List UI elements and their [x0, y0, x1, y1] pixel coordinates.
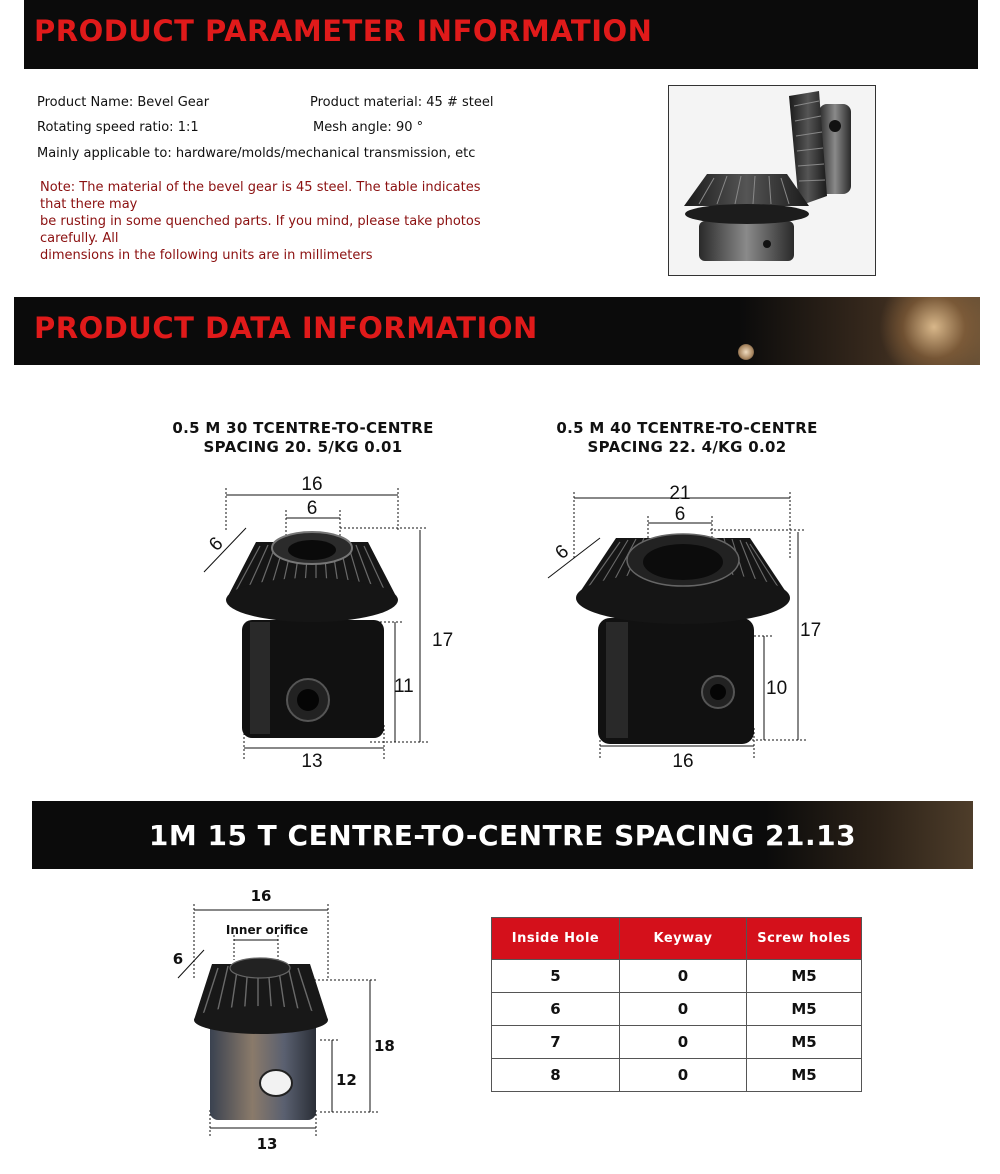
meshed-gears-image — [669, 86, 876, 276]
note-line: be rusting in some quenched parts. If you mind, please take photos — [40, 214, 481, 229]
gear-a-hole-dia: 6 — [306, 498, 318, 519]
product-material: Product material: 45 # steel — [310, 95, 494, 110]
gear-a-title-line1: 0.5 M 30 TCENTRE-TO-CENTRE — [172, 419, 434, 437]
table-row — [492, 960, 862, 993]
rust-note — [40, 179, 530, 264]
gear-a-face-width: 6 — [205, 533, 228, 556]
gear-b-hub-dia: 16 — [672, 751, 694, 772]
cell-inside-hole: 7 — [492, 1026, 620, 1059]
gear-c-hub-height: 12 — [336, 1071, 357, 1089]
cell-inside-hole: 5 — [492, 960, 620, 993]
table-row — [492, 1059, 862, 1092]
header-keyway: Keyway — [620, 918, 747, 960]
gear-a-hub-height: 11 — [394, 676, 414, 697]
banner-glow — [738, 344, 754, 360]
data-title: PRODUCT DATA INFORMATION — [34, 311, 538, 345]
gear-a-diagram — [190, 470, 460, 775]
gear-c-inner-orifice: Inner orifice — [225, 923, 309, 937]
gear-a-height: 17 — [432, 630, 454, 651]
gear-b-face-width: 6 — [551, 540, 574, 564]
gear-b-diagram — [540, 478, 840, 775]
cell-screw-holes: M5 — [747, 960, 862, 993]
gear-c-diagram — [160, 880, 410, 1170]
note-line: dimensions in the following units are in millimeters — [40, 248, 373, 263]
gear-b-title-line1: 0.5 M 40 TCENTRE-TO-CENTRE — [556, 419, 818, 437]
spacing-title: 1M 15 T CENTRE-TO-CENTRE SPACING 21.13 — [148, 819, 857, 852]
gear-a-outer-dia: 16 — [301, 474, 323, 495]
note-line: that there may — [40, 197, 138, 212]
cell-keyway: 0 — [620, 1026, 747, 1059]
cell-inside-hole: 8 — [492, 1059, 620, 1092]
gear-b-height: 17 — [800, 620, 822, 641]
gear-c-height: 18 — [374, 1037, 395, 1055]
applicable-uses: Mainly applicable to: hardware/molds/mechanical transmission, etc — [37, 146, 476, 161]
cell-screw-holes: M5 — [747, 1026, 862, 1059]
data-banner — [14, 297, 980, 365]
gear-b-title — [530, 419, 844, 457]
parameter-title: PRODUCT PARAMETER INFORMATION — [34, 14, 653, 48]
header-inside-hole: Inside Hole — [492, 918, 620, 960]
header-screw-holes: Screw holes — [747, 918, 862, 960]
gear-b-outer-dia: 21 — [669, 483, 691, 504]
note-line: Note: The material of the bevel gear is 45 steel. The table indicates — [40, 180, 481, 195]
banner-glow — [874, 297, 980, 365]
gear-a-title-line2: SPACING 20. 5/KG 0.01 — [203, 438, 403, 456]
table-row — [492, 1026, 862, 1059]
spec-table — [491, 917, 862, 1092]
gear-b-hole-dia: 6 — [674, 504, 686, 525]
gear-c-hub-dia: 13 — [256, 1135, 278, 1153]
note-line: carefully. All — [40, 231, 119, 246]
cell-keyway: 0 — [620, 960, 747, 993]
parameter-banner — [24, 0, 978, 69]
product-name: Product Name: Bevel Gear — [37, 95, 210, 110]
gear-b-hub-height: 10 — [766, 678, 788, 699]
gear-c-outer-dia: 16 — [250, 887, 272, 905]
product-photo — [668, 85, 876, 276]
gear-a-hub-dia: 13 — [301, 751, 323, 772]
mesh-angle: Mesh angle: 90 ° — [313, 120, 424, 135]
cell-screw-holes: M5 — [747, 1059, 862, 1092]
cell-keyway: 0 — [620, 993, 747, 1026]
table-row — [492, 993, 862, 1026]
cell-inside-hole: 6 — [492, 993, 620, 1026]
cell-keyway: 0 — [620, 1059, 747, 1092]
cell-screw-holes: M5 — [747, 993, 862, 1026]
gear-c-face-width: 6 — [172, 950, 184, 968]
table-header-row — [492, 918, 862, 960]
spacing-banner — [32, 801, 973, 869]
gear-b-title-line2: SPACING 22. 4/KG 0.02 — [587, 438, 787, 456]
gear-a-title — [150, 419, 456, 457]
speed-ratio: Rotating speed ratio: 1:1 — [37, 120, 199, 135]
